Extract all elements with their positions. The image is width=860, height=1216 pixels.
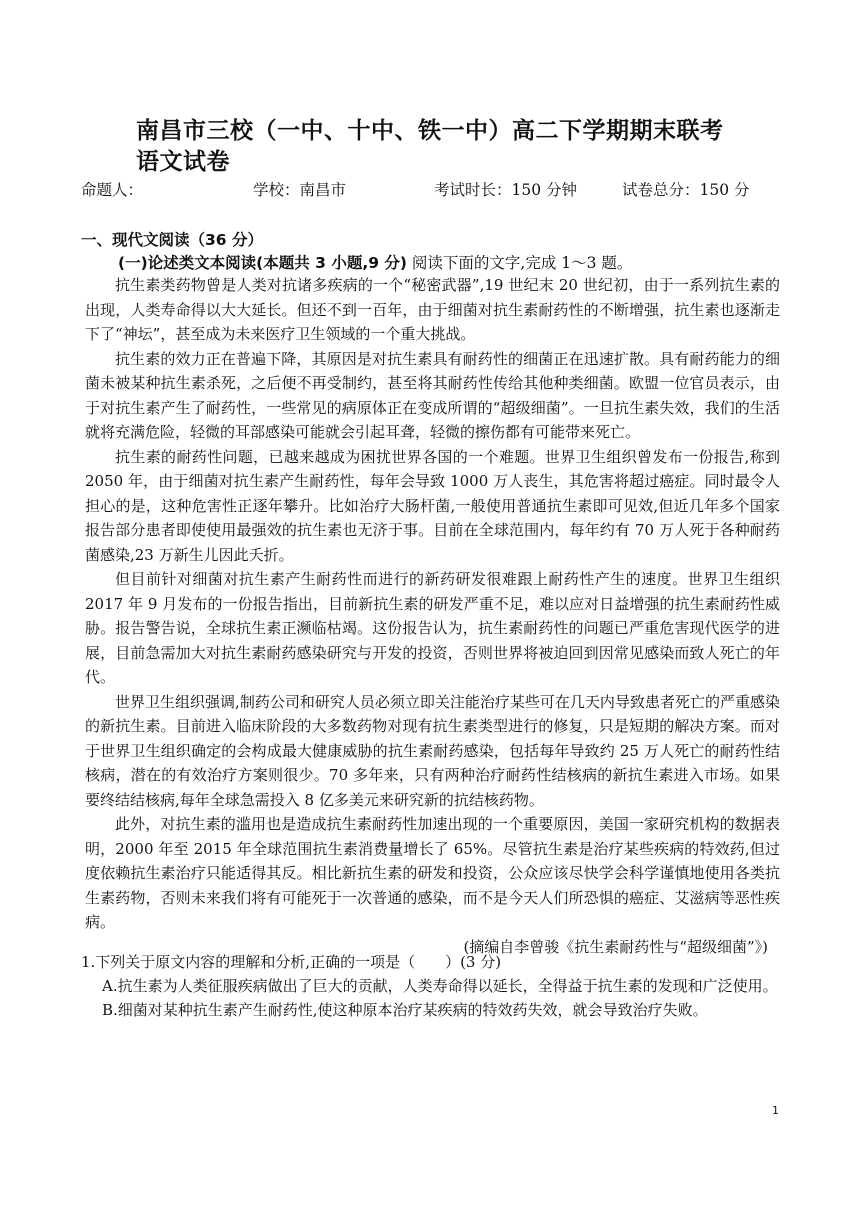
passage-paragraph: 此外，对抗生素的滥用也是造成抗生素耐药性加速出现的一个重要原因，美国一家研究机构的数据表明，2000 年至 2015 年全球范围抗生素消费量增长了 65%。尽管抗生素是治疗某些疾病的特效药,但过度依赖抗生素治疗只能适得其反。相比新抗生素的研发和投资，公众应该尽快学会科学谨慎地使用各类抗生素药物，否则未来我们将有可能死于一次普通的感染，而不是今天人们所恐惧的癌症、艾滋病等恶性疾病。 — [85, 815, 780, 931]
subsection-heading — [118, 251, 632, 273]
passage-paragraph: 抗生素类药物曾是人类对抗诸多疾病的一个“秘密武器”,19 世纪末 20 世纪初，由于一系列抗生素的出现，人类寿命得以大大延长。但还不到一百年，由于细菌对抗生素耐药性的不断增强，抗生素也逐渐走下了“神坛”，甚至成为未来医疗卫生领域的一个重大挑战。 — [85, 276, 780, 343]
exam-school: 学校：南昌市 — [253, 181, 347, 199]
passage-paragraph: 抗生素的效力正在普遍下降，其原因是对抗生素具有耐药性的细菌正在迅速扩散。具有耐药能力的细菌未被某种抗生素杀死，之后便不再受制约，甚至将其耐药性传给其他种类细菌。欧盟一位官员表示，由于对抗生素产生了耐药性，一些常见的病原体正在变成所谓的“超级细菌”。一旦抗生素失效，我们的生活就将充满危险，轻微的耳部感染可能就会引起耳聋，轻微的擦伤都有可能带来死亡。 — [85, 349, 780, 441]
page-number: 1 — [772, 1104, 779, 1117]
passage-paragraph: 但目前针对细菌对抗生素产生耐药性而进行的新药研发很难跟上耐药性产生的速度。世界卫生组织 2017 年 9 月发布的一份报告指出，目前新抗生素的研发严重不足，难以应对日益增强的抗生素耐药性威胁。报告警告说，全球抗生素正濒临枯竭。这份报告认为，抗生素耐药性的问题已严重危害现代医学的进展，目前急需加大对抗生素耐药感染研究与开发的投资，否则世界将被迫回到因常见感染而致人死亡的年代。 — [85, 570, 780, 686]
subsection-instruction: 阅读下面的文字,完成 1～3 题。 — [406, 254, 633, 272]
exam-author: 命题人： — [81, 181, 144, 199]
section-heading: 一、现代文阅读（36 分） — [81, 231, 263, 249]
option-b: B.细菌对某种抗生素产生耐药性,使这种原本治疗某疾病的特效药失效，就会导致治疗失败。 — [102, 1001, 708, 1019]
question-stem: 1.下列关于原文内容的理解和分析,正确的一项是（ ）(3 分) — [81, 953, 502, 971]
reading-passage — [85, 273, 780, 959]
exam-total-score: 试卷总分：150 分 — [622, 181, 750, 199]
subsection-label: (一)论述类文本阅读(本题共 3 小题,9 分) — [118, 254, 407, 272]
exam-duration: 考试时长：150 分钟 — [434, 181, 578, 199]
passage-source: (摘编自李曾骏《抗生素耐药性与“超级细菌”》) — [463, 937, 768, 956]
question-1 — [81, 950, 781, 1022]
passage-paragraph: 抗生素的耐药性问题，已越来越成为困扰世界各国的一个难题。世界卫生组织曾发布一份报告,称到 2050 年，由于细菌对抗生素产生耐药性，每年会导致 1000 万人丧生，其危害将超过癌症。同时最令人担心的是，这种危害性正逐年攀升。比如治疗大肠杆菌,一般使用普通抗生素即可见效,但近几年多个国家报告部分患者即使使用最强效的抗生素也无济于事。目前在全球范围内，每年约有 70 万人死于各种耐药菌感染,23 万新生儿因此夭折。 — [85, 447, 780, 564]
exam-title: 南昌市三校（一中、十中、铁一中）高二下学期期末联考 — [136, 118, 724, 144]
passage-paragraph: 世界卫生组织强调,制药公司和研究人员必须立即关注能治疗某些可在几天内导致患者死亡的严重感染的新抗生素。目前进入临床阶段的大多数药物对现有抗生素类型进行的修复，只是短期的解决方案。而对于世界卫生组织确定的会构成最大健康威胁的抗生素耐药感染，包括每年导致约 25 万人死亡的耐药性结核病，潜在的有效治疗方案则很少。70 多年来，只有两种治疗耐药性结核病的新抗生素进入市场。如果要终结结核病,每年全球急需投入 8 亿多美元来研究新的抗结核药物。 — [85, 692, 780, 809]
option-a: A.抗生素为人类征服疾病做出了巨大的贡献，人类寿命得以延长，全得益于抗生素的发现和广泛使用。 — [102, 977, 778, 995]
exam-meta-row — [81, 178, 786, 200]
exam-subject-title: 语文试卷 — [136, 149, 230, 175]
